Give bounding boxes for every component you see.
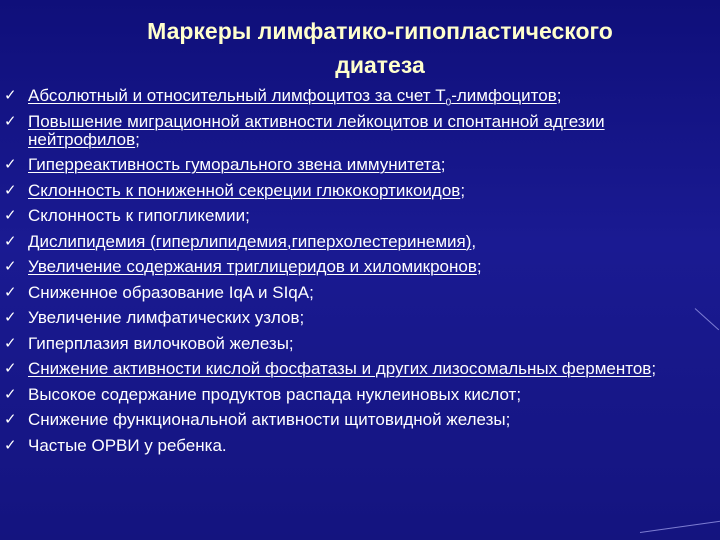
list-item-text: Гиперреактивность гуморального звена иммунитета;	[28, 155, 446, 174]
marker-list	[4, 87, 716, 462]
list-item	[4, 113, 716, 149]
list-item	[4, 360, 716, 378]
check-icon: ✓	[4, 207, 17, 224]
list-item	[4, 233, 716, 251]
list-item	[4, 437, 716, 455]
list-item-text: Дислипидемия (гиперлипидемия,гиперхолестеринемия),	[28, 231, 477, 251]
list-item-text: Увеличение лимфатических узлов;	[28, 308, 305, 327]
title-line-2: диатеза	[335, 52, 425, 78]
check-icon: ✓	[4, 156, 17, 173]
slide-title	[60, 14, 700, 82]
list-item	[4, 335, 716, 353]
list-item	[4, 284, 716, 302]
list-item	[4, 309, 716, 327]
check-icon: ✓	[4, 232, 17, 250]
list-item-text: Снижение активности кислой фосфатазы и других лизосомальных ферментов;	[28, 359, 657, 378]
list-item-text: Гиперплазия вилочковой железы;	[28, 333, 294, 353]
title-line-1: Маркеры лимфатико-гипопластического	[147, 18, 613, 44]
check-icon: ✓	[4, 385, 17, 403]
list-item-text: Повышение миграционной активности лейкоцитов и спонтанной адгезии нейтрофилов;	[28, 111, 605, 149]
list-item	[4, 258, 716, 276]
list-item-text: Абсолютный и относительный лимфоцитоз за счет $Т_0$-лимфоцитов;	[28, 86, 562, 109]
check-icon: ✓	[4, 112, 17, 130]
list-item-text: Увеличение содержания триглицеридов и хиломикронов;	[28, 257, 482, 276]
check-icon: ✓	[4, 181, 17, 199]
check-icon: ✓	[4, 87, 17, 104]
decorative-line	[640, 519, 720, 533]
list-item-text: Высокое содержание продуктов распада нуклеиновых кислот;	[28, 384, 522, 404]
check-icon: ✓	[4, 360, 17, 377]
check-icon: ✓	[4, 258, 17, 275]
list-item	[4, 156, 716, 174]
list-item	[4, 411, 716, 429]
check-icon: ✓	[4, 283, 17, 301]
check-icon: ✓	[4, 334, 17, 352]
list-item-text: Склонность к пониженной секреции глюкокортикоидов;	[28, 180, 466, 200]
list-item-text: Частые ОРВИ у ребенка.	[28, 435, 227, 455]
check-icon: ✓	[4, 436, 17, 454]
list-item-text: Склонность к гипогликемии;	[28, 206, 250, 225]
list-item-text: Сниженное образование IqA и SIqA;	[28, 282, 314, 302]
list-item-text: Снижение функциональной активности щитовидной железы;	[28, 410, 511, 429]
list-item	[4, 386, 716, 404]
list-item	[4, 207, 716, 225]
list-item	[4, 86, 716, 109]
check-icon: ✓	[4, 309, 17, 326]
check-icon: ✓	[4, 411, 17, 428]
list-item	[4, 182, 716, 200]
